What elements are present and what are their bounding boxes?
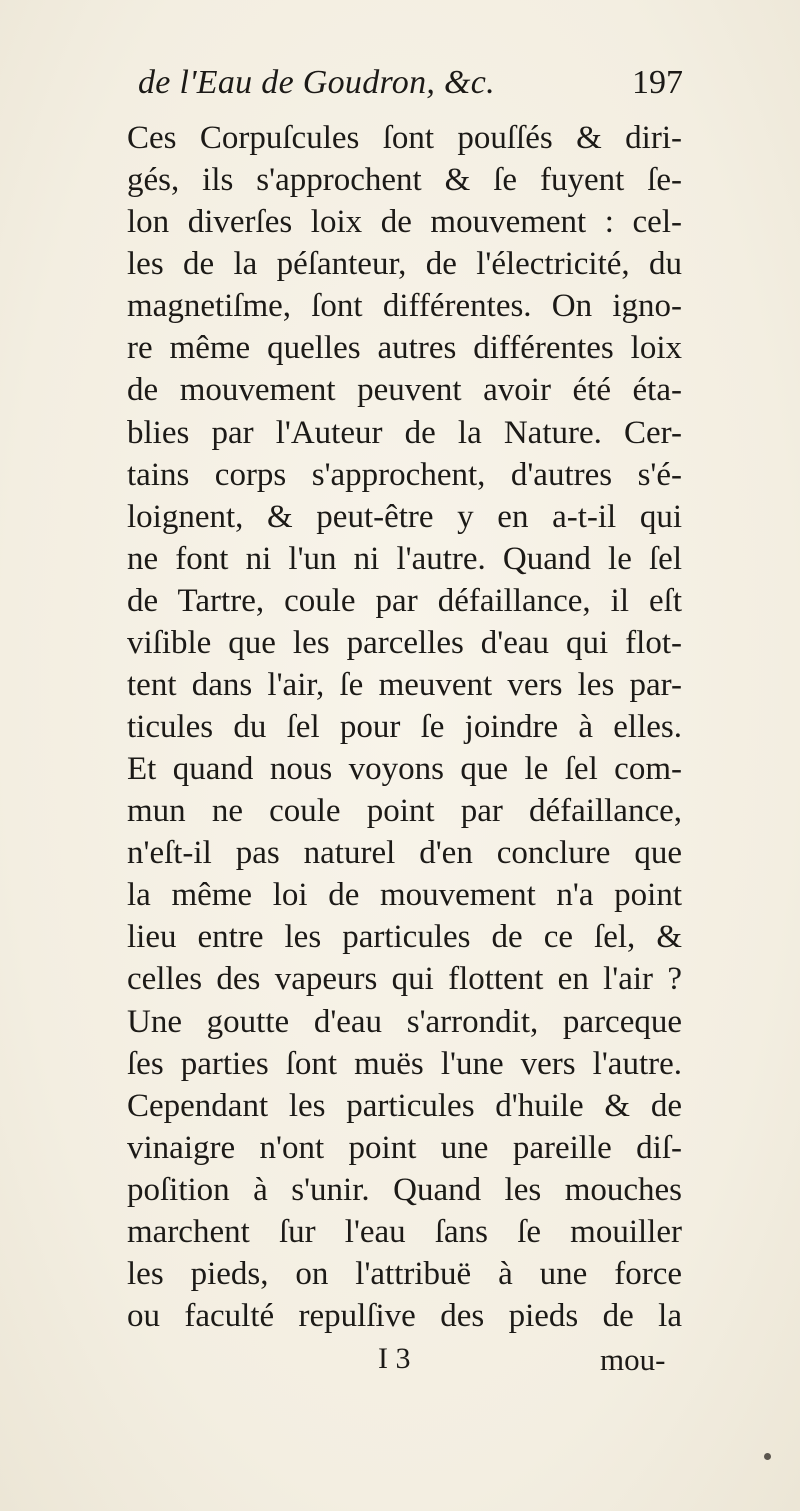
text-line: Une goutte d'eau s'arrondit, parceque [127, 1004, 682, 1040]
page-number: 197 [632, 64, 683, 101]
text-line: viſible que les parcelles d'eau qui flot- [127, 625, 682, 661]
text-line: les de la péſanteur, de l'électricité, du [127, 246, 682, 282]
text-line: ſes parties ſont muës l'une vers l'autre. [127, 1046, 682, 1082]
signature-mark: I 3 [378, 1342, 411, 1375]
text-line: blies par l'Auteur de la Nature. Cer- [127, 415, 682, 451]
text-line: marchent ſur l'eau ſans ſe mouiller [127, 1214, 682, 1250]
text-line: mun ne coule point par défaillance, [127, 793, 682, 829]
text-line: ou faculté repulſive des pieds de la [127, 1298, 682, 1334]
text-line: ticules du ſel pour ſe joindre à elles. [127, 709, 682, 745]
text-line: de Tartre, coule par défaillance, il eſt [127, 583, 682, 619]
running-head: de l'Eau de Goudron, &c. [138, 64, 495, 101]
text-line: les pieds, on l'attribuë à une force [127, 1256, 682, 1292]
text-line: gés, ils s'approchent & ſe fuyent ſe- [127, 162, 682, 198]
text-line: loignent, & peut-être y en a-t-il qui [127, 499, 682, 535]
ink-speck [764, 1453, 771, 1460]
text-line: lon diverſes loix de mouvement : cel- [127, 204, 682, 240]
text-line: celles des vapeurs qui flottent en l'air ? [127, 961, 682, 997]
text-line: tent dans l'air, ſe meuvent vers les par- [127, 667, 682, 703]
text-line: lieu entre les particules de ce ſel, & [127, 919, 682, 955]
text-line: vinaigre n'ont point une pareille diſ- [127, 1130, 682, 1166]
text-line: re même quelles autres différentes loix [127, 330, 682, 366]
page-footer [0, 1342, 800, 1382]
text-line: magnetiſme, ſont différentes. On igno- [127, 288, 682, 324]
text-line: tains corps s'approchent, d'autres s'é- [127, 457, 682, 493]
text-line: Cependant les particules d'huile & de [127, 1088, 682, 1124]
text-line: Ces Corpuſcules ſont pouſſés & diri- [127, 120, 682, 156]
catchword: mou- [600, 1342, 666, 1377]
text-line: n'eſt-il pas naturel d'en conclure que [127, 835, 682, 871]
text-line: Et quand nous voyons que le ſel com- [127, 751, 682, 787]
text-line: la même loi de mouvement n'a point [127, 877, 682, 913]
text-line: ne font ni l'un ni l'autre. Quand le ſel [127, 541, 682, 577]
text-line: de mouvement peuvent avoir été éta- [127, 372, 682, 408]
text-line: poſition à s'unir. Quand les mouches [127, 1172, 682, 1208]
